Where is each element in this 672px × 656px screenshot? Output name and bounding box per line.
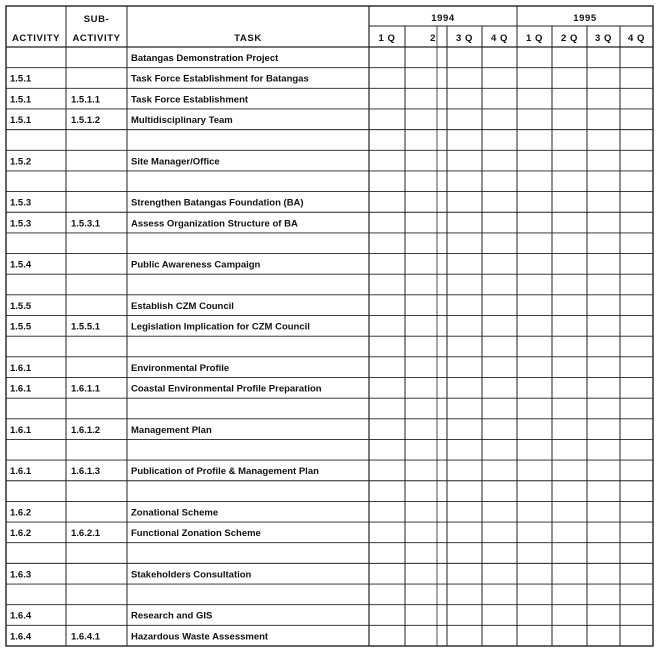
task-label: Zonational Scheme bbox=[131, 507, 219, 519]
activity-column-header: ACTIVITY bbox=[11, 33, 61, 44]
task-label: Publication of Profile & Management Plan bbox=[131, 466, 319, 478]
quarter-header: 3 Q bbox=[594, 33, 613, 44]
task-label: Management Plan bbox=[131, 424, 212, 436]
activity-code: 1.5.2 bbox=[10, 156, 32, 168]
sub-activity-code: 1.5.1.1 bbox=[71, 94, 101, 106]
activity-code: 1.5.5 bbox=[10, 300, 32, 312]
quarter-header: 3 Q bbox=[455, 33, 474, 44]
task-label: Task Force Establishment bbox=[131, 94, 249, 106]
activity-code: 1.6.4 bbox=[10, 631, 32, 643]
quarter-header: 1 Q bbox=[378, 33, 396, 44]
task-label: Stakeholders Consultation bbox=[131, 569, 252, 581]
task-label: Establish CZM Council bbox=[131, 300, 234, 312]
activity-code: 1.5.1 bbox=[10, 94, 32, 106]
sub-activity-column-header: ACTIVITY bbox=[72, 33, 121, 44]
year-header: 1994 bbox=[431, 13, 455, 24]
task-label: Functional Zonation Scheme bbox=[131, 528, 261, 540]
activity-code: 1.6.1 bbox=[10, 424, 32, 436]
sub-activity-code: 1.5.5.1 bbox=[71, 321, 101, 333]
activity-code: 1.6.2 bbox=[10, 507, 32, 519]
sub-activity-code: 1.6.2.1 bbox=[71, 528, 101, 540]
year-header: 1995 bbox=[573, 13, 597, 24]
quarter-header: 2 Q bbox=[560, 33, 579, 44]
sub-activity-column-header: SUB- bbox=[83, 14, 110, 25]
sub-activity-code: 1.6.1.1 bbox=[71, 383, 101, 395]
activity-code: 1.6.2 bbox=[10, 528, 32, 540]
sub-activity-code: 1.5.3.1 bbox=[71, 218, 101, 230]
task-label: Public Awareness Campaign bbox=[131, 259, 261, 271]
sub-activity-code: 1.6.4.1 bbox=[71, 631, 101, 643]
activity-code: 1.6.1 bbox=[10, 466, 32, 478]
task-label: Task Force Establishment for Batangas bbox=[131, 73, 309, 85]
task-label: Site Manager/Office bbox=[131, 156, 220, 168]
quarter-header: 2 bbox=[430, 33, 436, 44]
activity-code: 1.6.3 bbox=[10, 569, 32, 581]
task-column-header: TASK bbox=[234, 33, 262, 44]
task-label: Coastal Environmental Profile Preparation bbox=[131, 383, 322, 395]
quarter-header: 4 Q bbox=[627, 33, 646, 44]
task-label: Strengthen Batangas Foundation (BA) bbox=[131, 197, 304, 209]
quarter-header: 1 Q bbox=[525, 33, 544, 44]
sub-activity-code: 1.6.1.3 bbox=[71, 466, 101, 478]
activity-code: 1.5.1 bbox=[10, 115, 32, 127]
activity-code: 1.6.1 bbox=[10, 383, 32, 395]
task-label: Batangas Demonstration Project bbox=[131, 53, 279, 65]
task-label: Research and GIS bbox=[131, 610, 213, 622]
activity-code: 1.6.4 bbox=[10, 610, 32, 622]
quarter-header: 4 Q bbox=[490, 33, 509, 44]
sub-activity-code: 1.5.1.2 bbox=[71, 115, 101, 127]
table-frame bbox=[6, 6, 653, 646]
task-label: Legislation Implication for CZM Council bbox=[131, 321, 310, 333]
task-label: Assess Organization Structure of BA bbox=[131, 218, 298, 230]
sub-activity-code: 1.6.1.2 bbox=[71, 424, 101, 436]
activity-code: 1.5.1 bbox=[10, 73, 32, 85]
activity-code: 1.5.5 bbox=[10, 321, 32, 333]
activity-code: 1.5.3 bbox=[10, 197, 32, 209]
activity-code: 1.5.4 bbox=[10, 259, 32, 271]
task-label: Multidisciplinary Team bbox=[131, 115, 233, 127]
task-label: Hazardous Waste Assessment bbox=[131, 631, 269, 643]
activity-code: 1.5.3 bbox=[10, 218, 32, 230]
activity-code: 1.6.1 bbox=[10, 362, 32, 374]
task-label: Environmental Profile bbox=[131, 362, 230, 374]
